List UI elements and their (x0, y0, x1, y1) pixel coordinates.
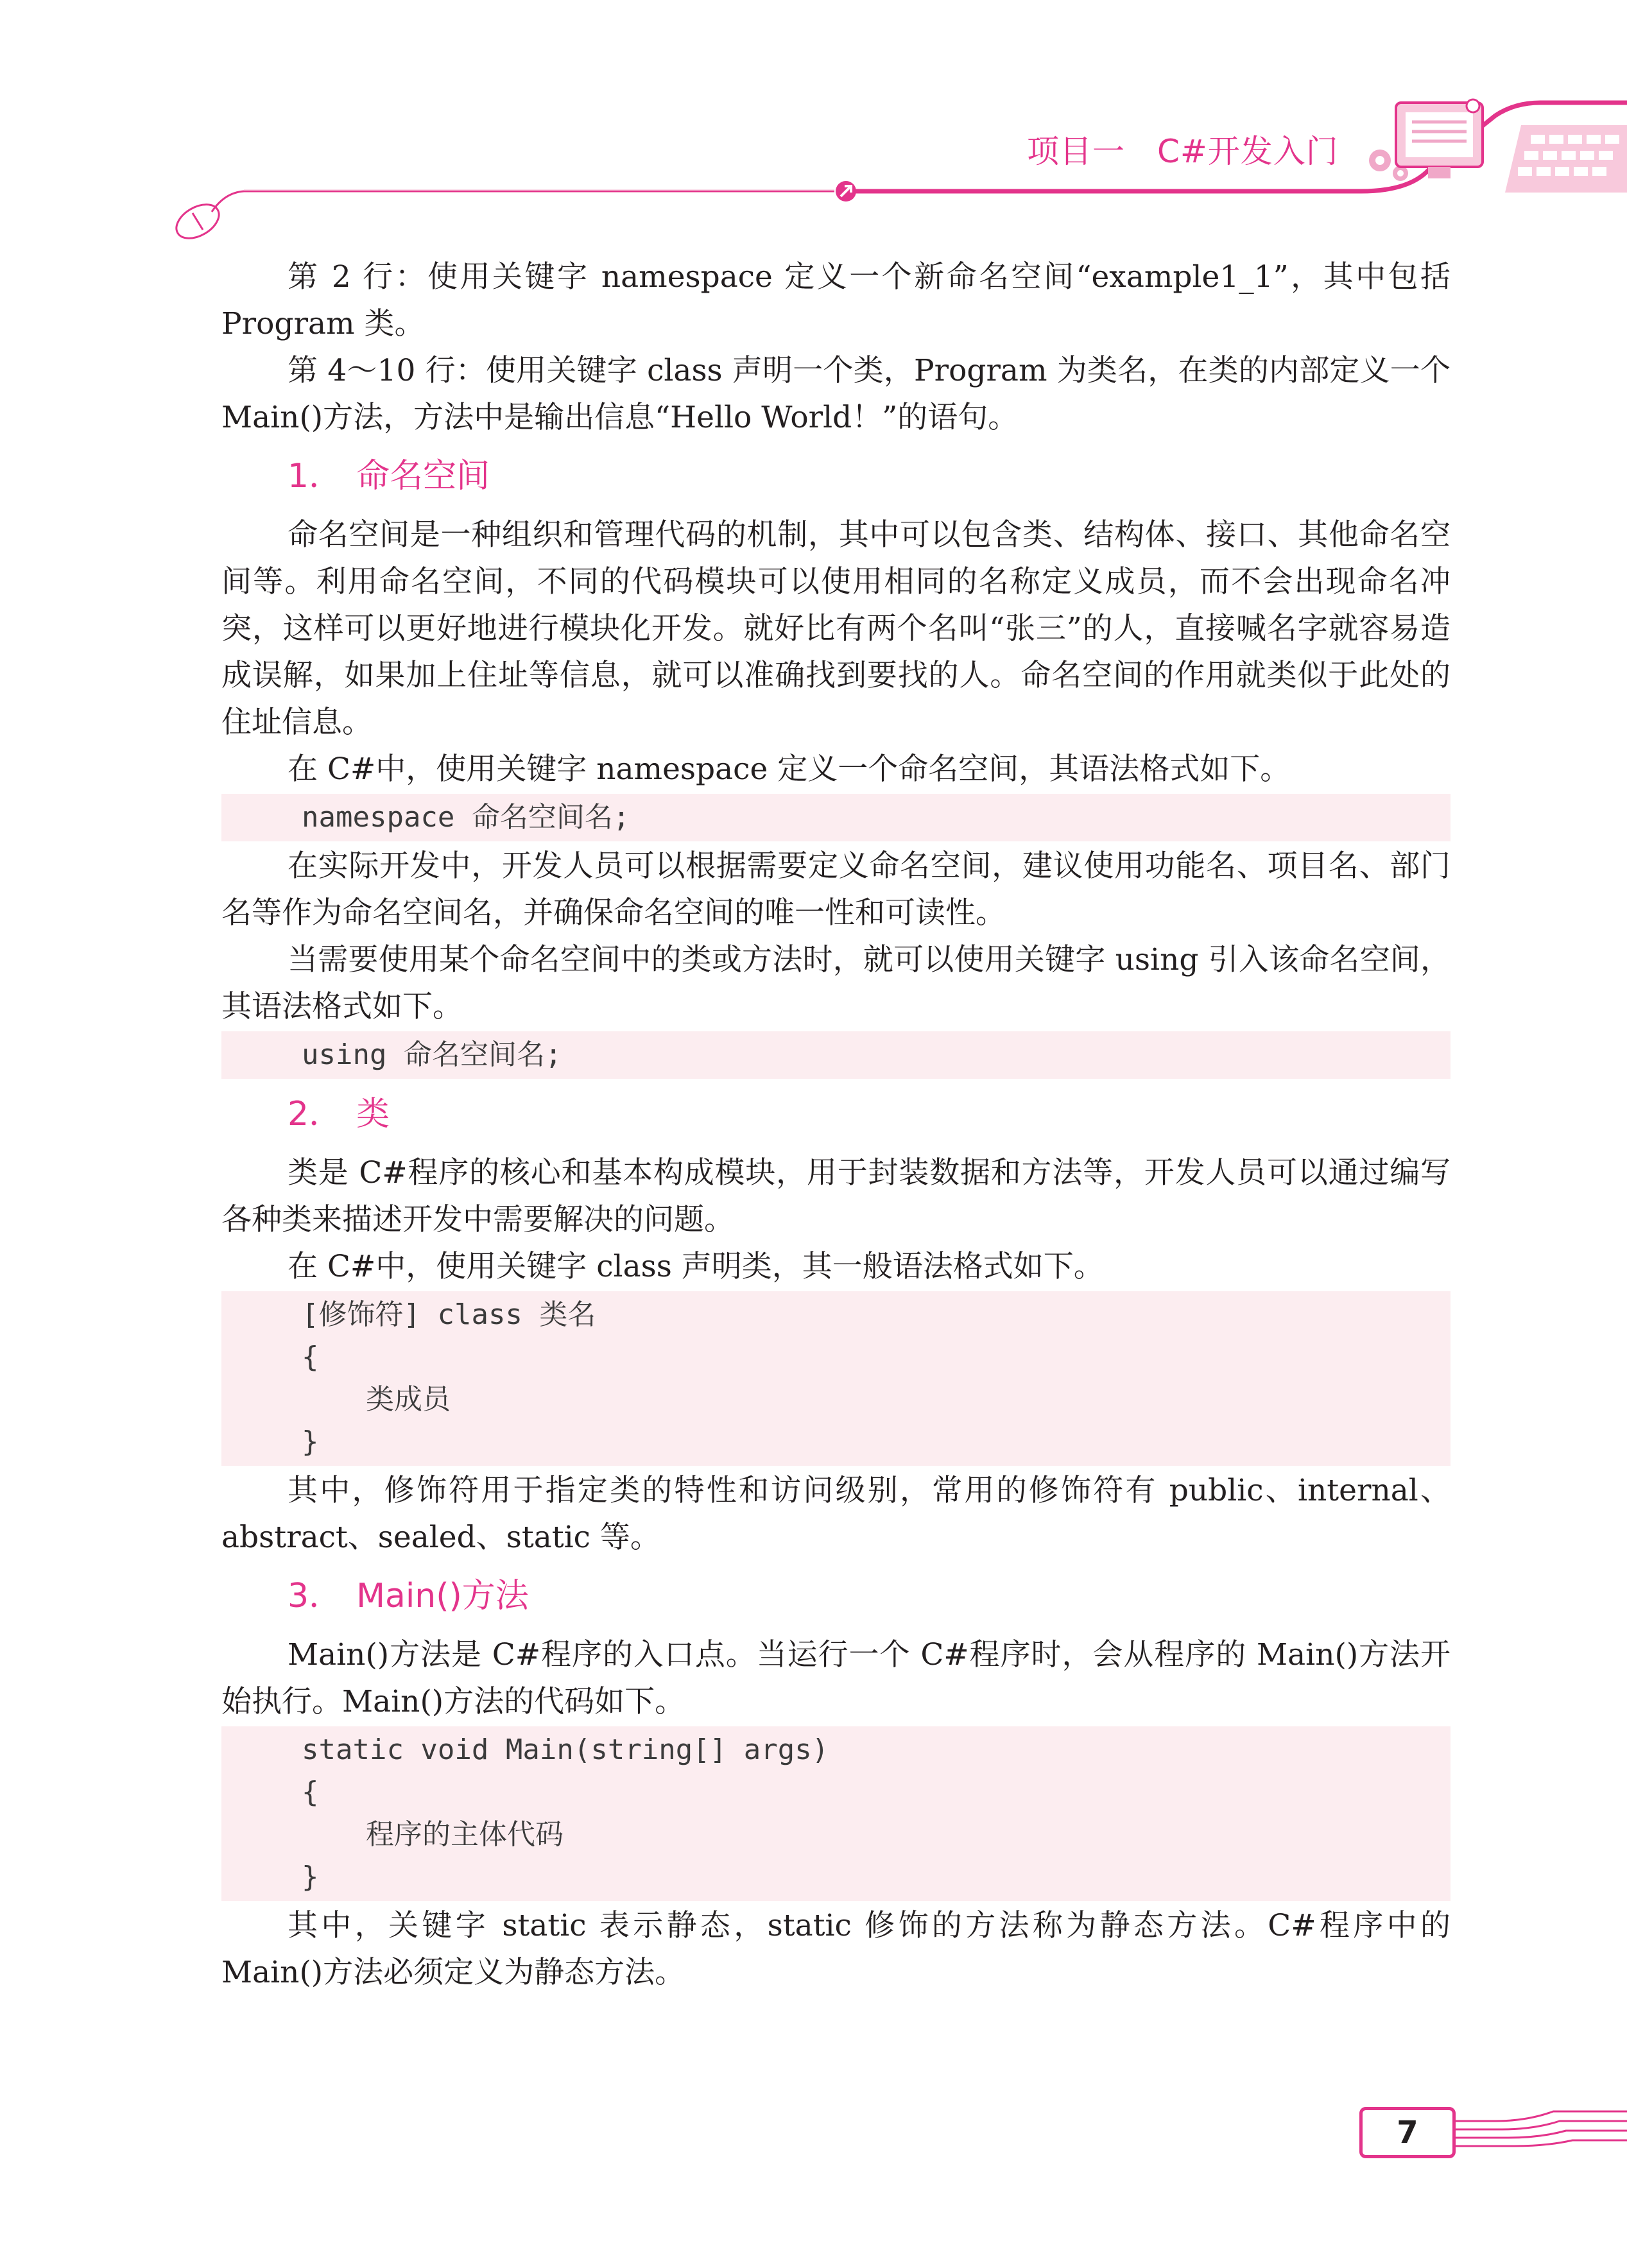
code-line: { (302, 1776, 319, 1808)
heading-number: 2． (288, 1095, 343, 1133)
section-heading-main-method (288, 1574, 1451, 1619)
code-block-namespace (221, 794, 1451, 841)
header-chapter-title: C#开发入门 (1157, 133, 1339, 170)
code-line: using 命名空间名; (302, 1038, 562, 1071)
section-heading-namespace (288, 454, 1451, 499)
header-decoration (0, 0, 1627, 257)
code-line: namespace 命名空间名; (302, 801, 630, 834)
paragraph: 其中，修饰符用于指定类的特性和访问级别，常用的修饰符有 public、internal、abstract、sealed、static 等。 (221, 1473, 1451, 1555)
code-line: } (302, 1860, 319, 1893)
code-line: 程序的主体代码 (366, 1818, 564, 1851)
heading-text: 命名空间 (356, 457, 490, 495)
header-project: 项目一 (1027, 133, 1125, 170)
code-line: { (302, 1341, 319, 1373)
code-line: [修饰符] class 类名 (302, 1298, 596, 1331)
monitor-icon (1396, 99, 1483, 178)
paragraph: 第 2 行：使用关键字 namespace 定义一个新命名空间“example1_1”，其中包括 Program 类。 (221, 259, 1451, 341)
arrow-circle-icon (836, 181, 856, 202)
section-heading-class (288, 1092, 1451, 1137)
paragraph: 其中，关键字 static 表示静态，static 修饰的方法称为静态方法。C#程序中的 Main()方法必须定义为静态方法。 (221, 1908, 1451, 1990)
heading-text: Main()方法 (356, 1577, 529, 1615)
paragraph: 在 C#中，使用关键字 namespace 定义一个命名空间，其语法格式如下。 (288, 752, 1291, 787)
heading-number: 3． (288, 1577, 343, 1615)
paragraph: 在实际开发中，开发人员可以根据需要定义命名空间，建议使用功能名、项目名、部门名等作为命名空间名，并确保命名空间的唯一性和可读性。 (221, 848, 1451, 931)
heading-text: 类 (356, 1095, 390, 1133)
code-line: } (302, 1425, 319, 1458)
keyboard-icon (1505, 125, 1627, 193)
code-block-main (221, 1726, 1451, 1901)
paragraph: 当需要使用某个命名空间中的类或方法时，就可以使用关键字 using 引入该命名空间，其语法格式如下。 (221, 942, 1451, 1024)
code-line: 类成员 (366, 1383, 451, 1416)
mouse-icon (171, 191, 244, 245)
paragraph: Main()方法是 C#程序的入口点。当运行一个 C#程序时，会从程序的 Main()方法开始执行。Main()方法的代码如下。 (221, 1637, 1451, 1719)
paragraph: 第 4～10 行：使用关键字 class 声明一个类，Program 为类名，在类的内部定义一个 Main()方法，方法中是输出信息“Hello World！”的语句。 (221, 353, 1451, 435)
code-line: static void Main(string[] args) (302, 1733, 829, 1766)
paragraph: 类是 C#程序的核心和基本构成模块，用于封装数据和方法等，开发人员可以通过编写各种类来描述开发中需要解决的问题。 (221, 1155, 1451, 1237)
header-title (1027, 126, 1339, 172)
heading-number: 1． (288, 457, 343, 495)
code-block-class (221, 1291, 1451, 1466)
page-number: 7 (1359, 2107, 1456, 2158)
code-block-using (221, 1031, 1451, 1079)
paragraph: 在 C#中，使用关键字 class 声明类，其一般语法格式如下。 (288, 1249, 1104, 1284)
main-content (221, 253, 1451, 1996)
paragraph: 命名空间是一种组织和管理代码的机制，其中可以包含类、结构体、接口、其他命名空间等。利用命名空间，不同的代码模块可以使用相同的名称定义成员，而不会出现命名冲突，这样可以更好地进行模块化开发。就好比有两个名叫“张三”的人，直接喊名字就容易造成误解，如果加上住址等信息，就可以准确找到要找的人。命名空间的作用就类似于此处的住址信息。 (221, 517, 1451, 740)
